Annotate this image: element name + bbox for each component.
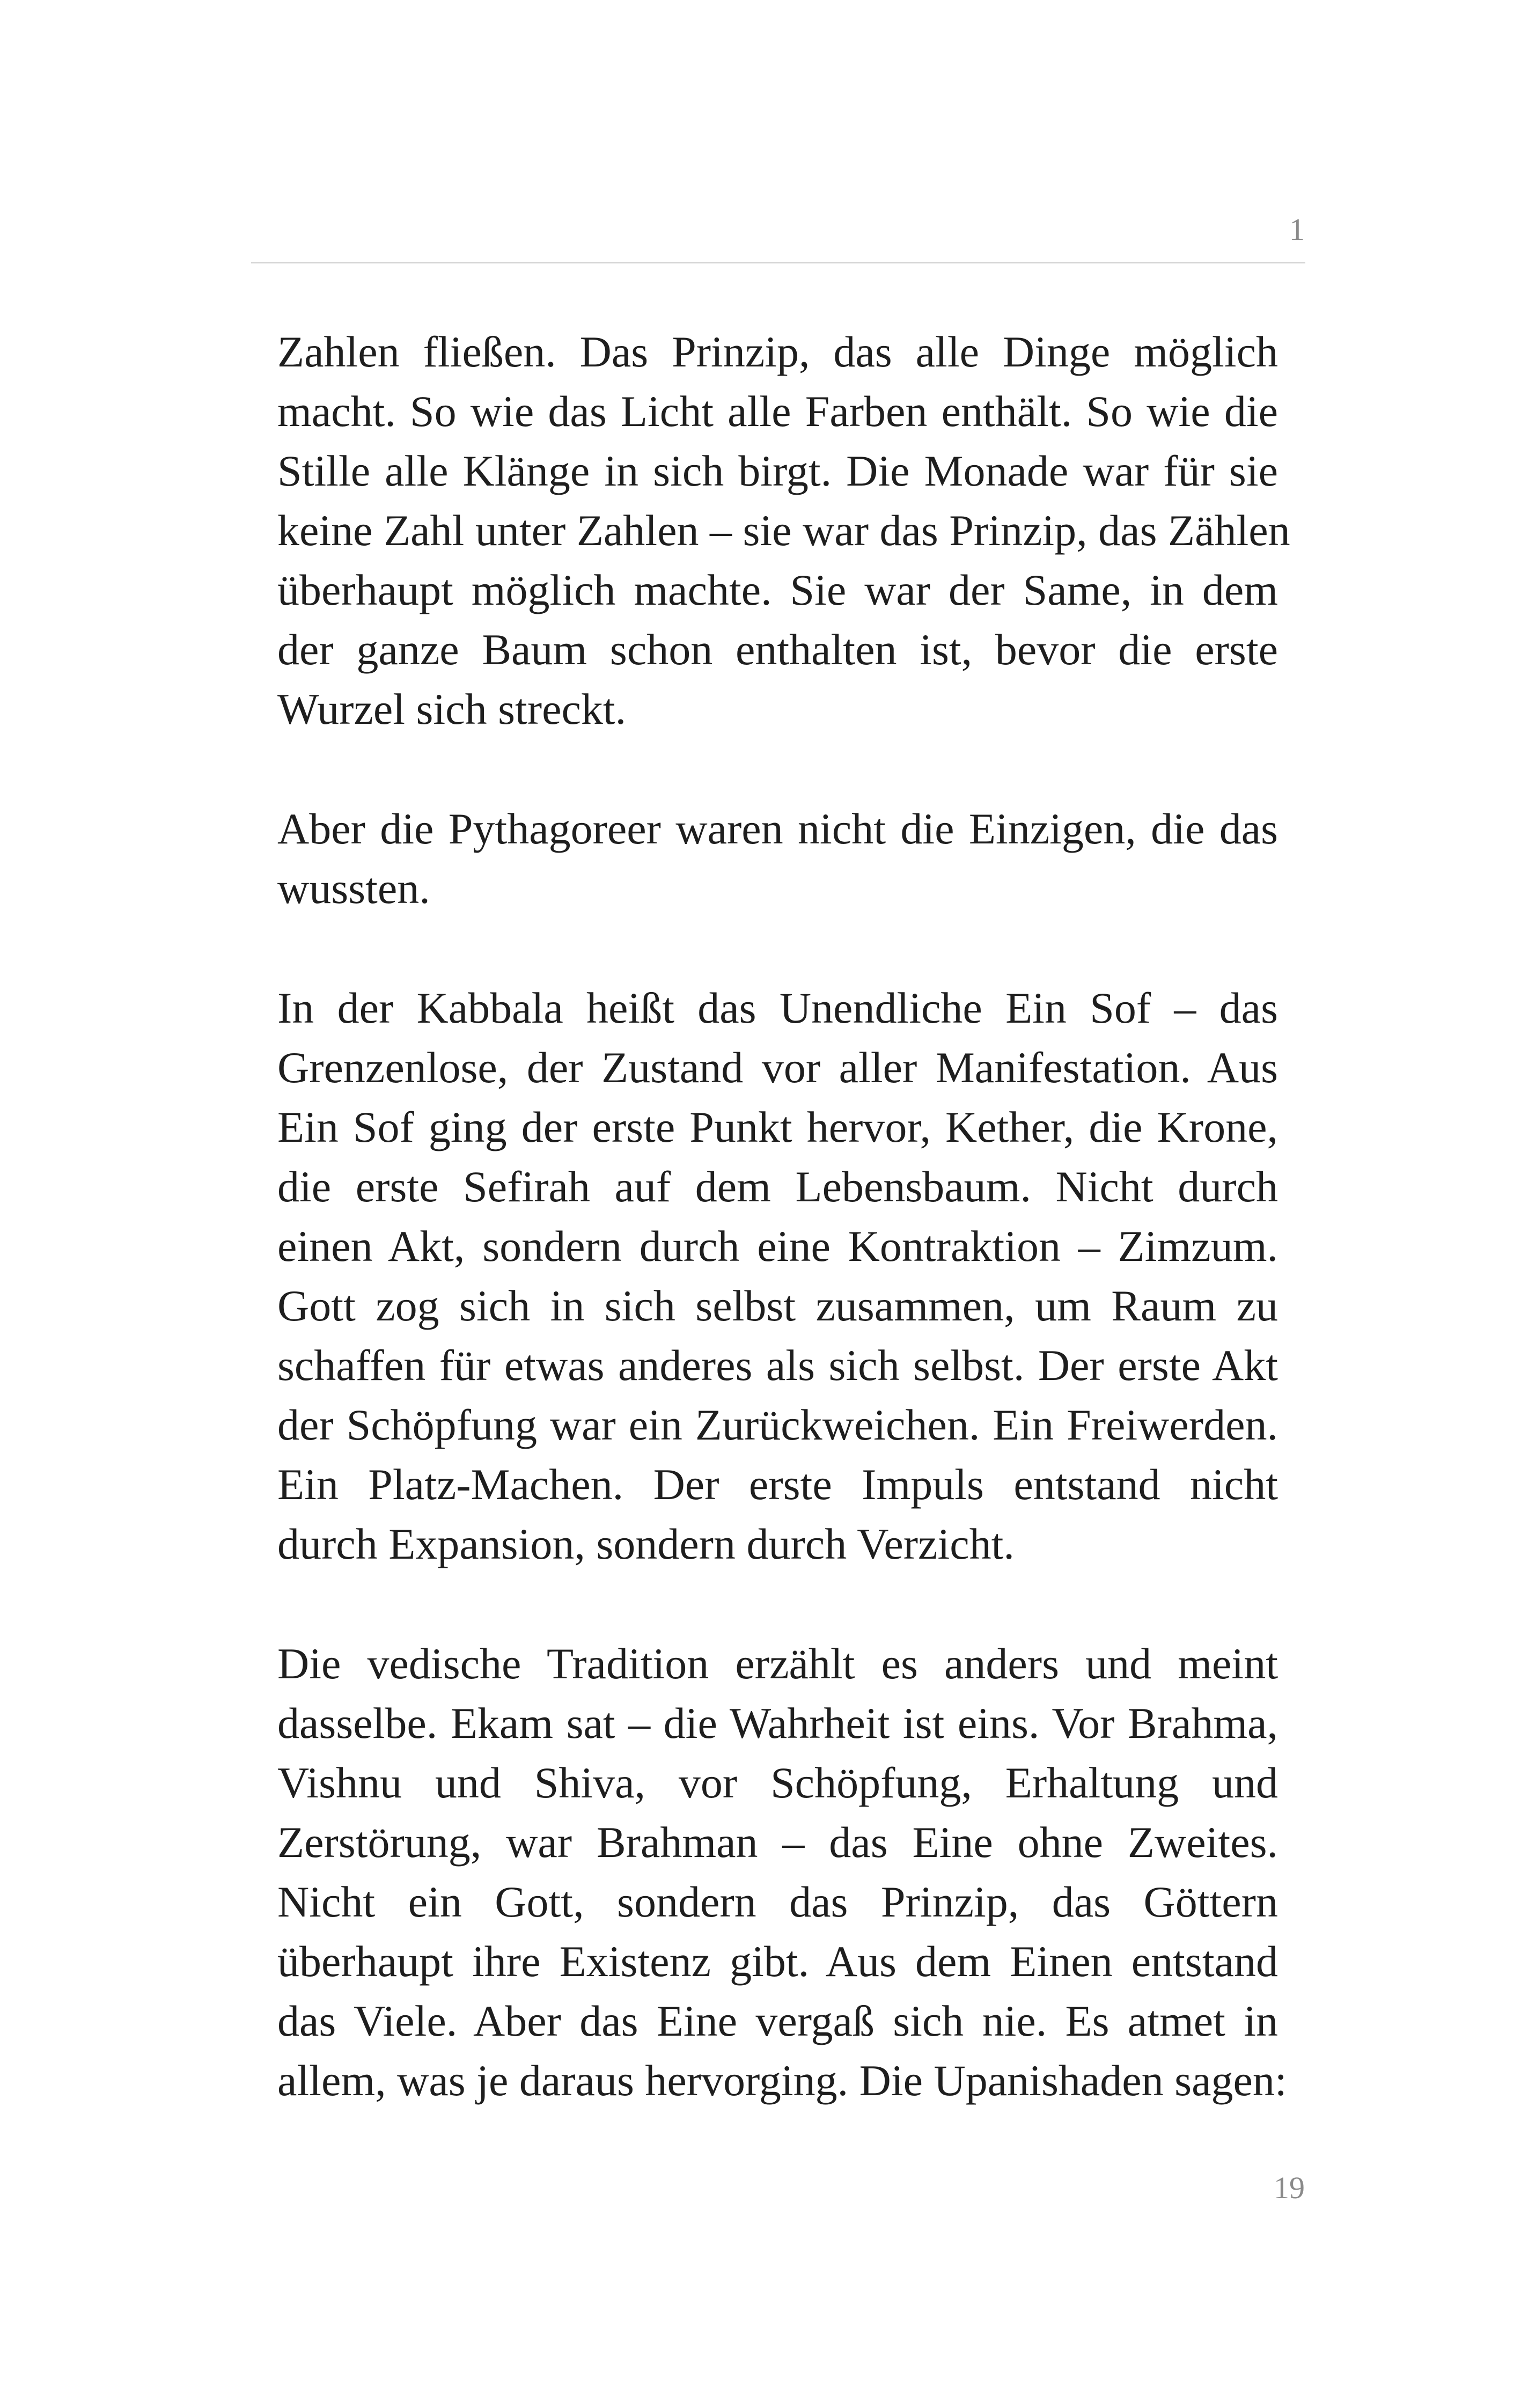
text-line: Ein Sof ging der erste Punkt hervor, Kether, die Krone, <box>277 1103 1278 1151</box>
text-line: Nicht ein Gott, sondern das Prinzip, das Göttern <box>277 1877 1278 1926</box>
text-line: keine Zahl unter Zahlen – sie war das Prinzip, das Zählen <box>277 506 1290 555</box>
text-line: Wurzel sich streckt. <box>277 685 627 733</box>
text-line: dasselbe. Ekam sat – die Wahrheit ist eins. Vor Brahma, <box>277 1699 1278 1748</box>
header-rule <box>251 262 1305 263</box>
text-line: Vishnu und Shiva, vor Schöpfung, Erhaltung und <box>277 1758 1278 1807</box>
page-number: 19 <box>1274 2170 1305 2205</box>
text-line: überhaupt möglich machte. Sie war der Same, in dem <box>277 566 1278 614</box>
text-line: schaffen für etwas anderes als sich selbst. Der erste Akt <box>277 1341 1278 1390</box>
text-line: Die vedische Tradition erzählt es anders und meint <box>277 1639 1278 1688</box>
paragraph <box>277 322 1290 739</box>
text-line: überhaupt ihre Existenz gibt. Aus dem Einen entstand <box>277 1937 1278 1986</box>
text-line: die erste Sefirah auf dem Lebensbaum. Nicht durch <box>277 1162 1278 1211</box>
text-line: der ganze Baum schon enthalten ist, bevor die erste <box>277 625 1278 674</box>
text-line: einen Akt, sondern durch eine Kontraktion – Zimzum. <box>277 1222 1278 1271</box>
paragraph <box>277 978 1278 1574</box>
text-line: wussten. <box>277 864 430 913</box>
text-line: macht. So wie das Licht alle Farben enthält. So wie die <box>277 387 1278 436</box>
text-line: allem, was je daraus hervorging. Die Upanishaden sagen: <box>277 2056 1287 2105</box>
body-text <box>277 322 1290 2170</box>
chapter-number: 1 <box>1289 212 1305 247</box>
text-line: In der Kabbala heißt das Unendliche Ein Sof – das <box>277 983 1278 1032</box>
paragraph <box>277 799 1278 918</box>
text-line: Grenzenlose, der Zustand vor aller Manifestation. Aus <box>277 1043 1278 1092</box>
text-line: durch Expansion, sondern durch Verzicht. <box>277 1519 1015 1568</box>
text-line: Ein Platz-Machen. Der erste Impuls entstand nicht <box>277 1460 1278 1509</box>
paragraph <box>277 1634 1287 2110</box>
text-line: das Viele. Aber das Eine vergaß sich nie. Es atmet in <box>277 1996 1278 2045</box>
text-line: Zahlen fließen. Das Prinzip, das alle Dinge möglich <box>277 327 1278 376</box>
text-line: der Schöpfung war ein Zurückweichen. Ein Freiwerden. <box>277 1400 1278 1449</box>
text-line: Gott zog sich in sich selbst zusammen, um Raum zu <box>277 1281 1278 1330</box>
text-line: Aber die Pythagoreer waren nicht die Einzigen, die das <box>277 804 1278 853</box>
text-line: Stille alle Klänge in sich birgt. Die Monade war für sie <box>277 446 1278 495</box>
text-line: Zerstörung, war Brahman – das Eine ohne Zweites. <box>277 1818 1278 1867</box>
